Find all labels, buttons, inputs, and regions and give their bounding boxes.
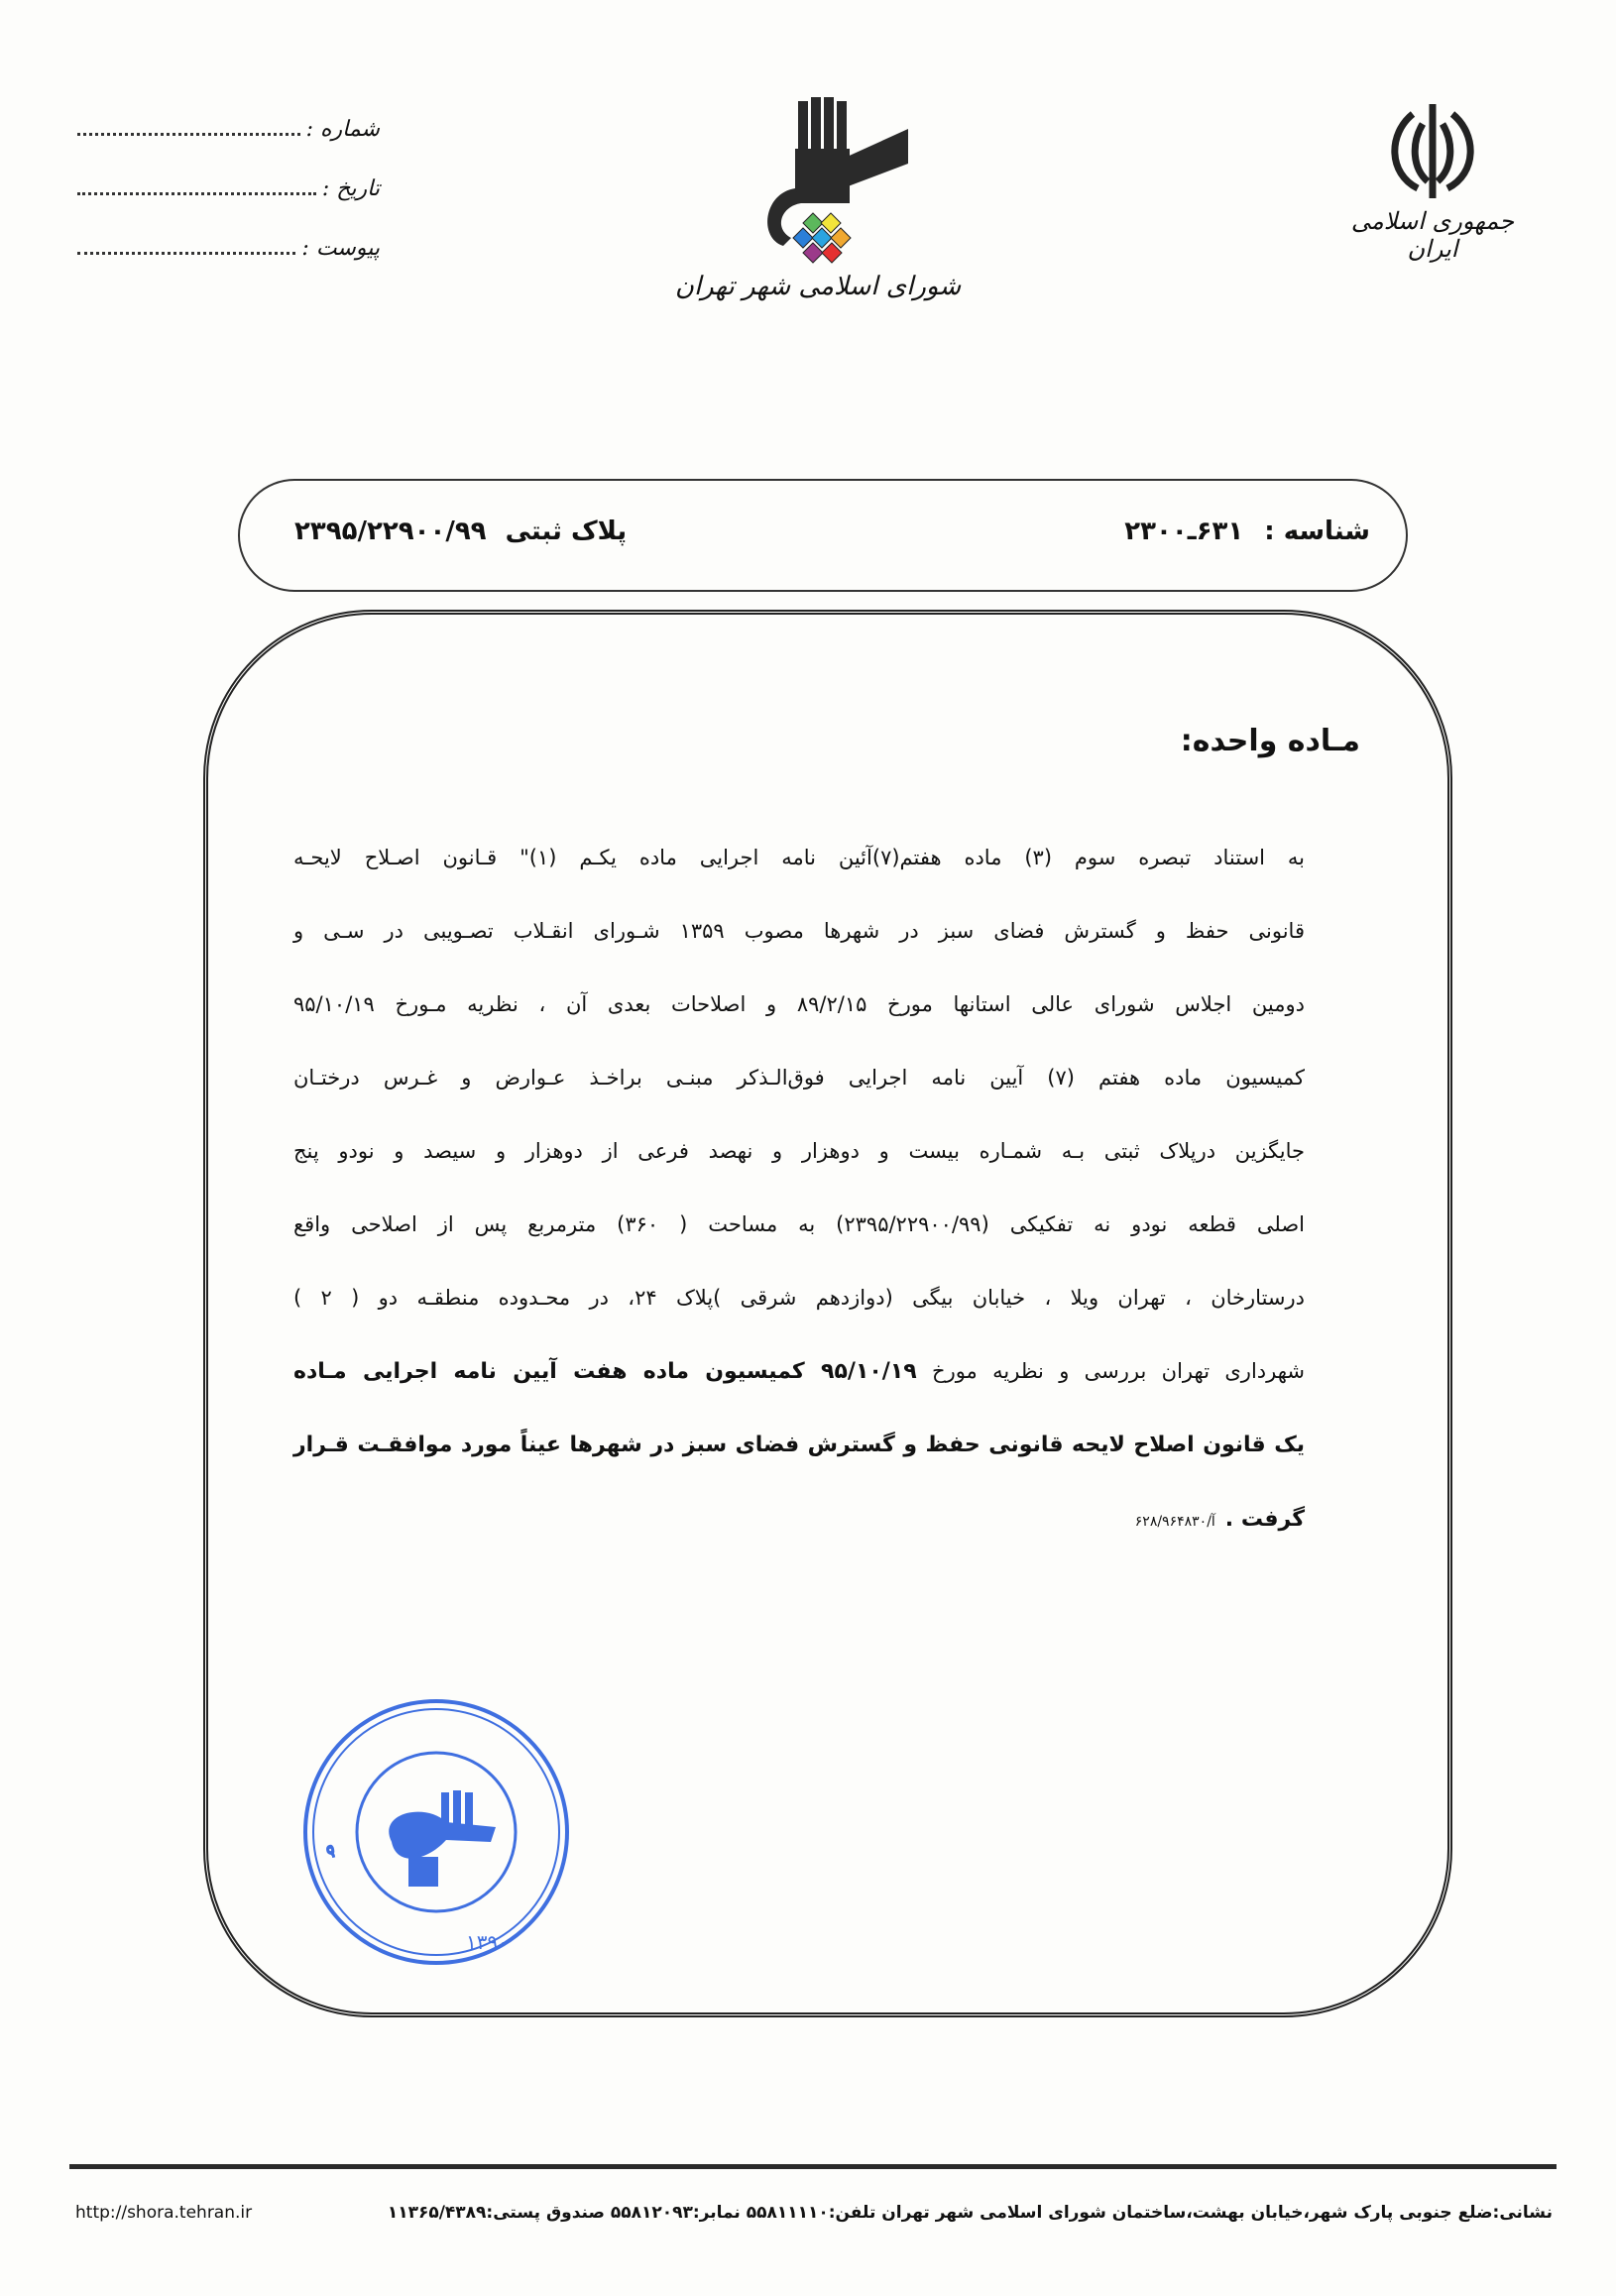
body-line: به استناد تبصره سوم (۳) ماده هفتم(۷)آئین نامه اجرایی ماده یکـم (۱)" قـانون اصـلاح لایحـه [293,846,1306,869]
registration-box [238,479,1408,592]
body-line: قانونی حفظ و گسترش فضای سبز در شهرها مصوب ۱۳۵۹ شـورای انقـلاب تصـویبی در سـی و [293,919,1305,943]
seal-number: ۱۳۹۰ [466,1930,509,1954]
registration-id [1124,517,1370,546]
iran-name: جمهوری اسلامی ایران [1350,207,1515,263]
date-label: تاریخ : [321,176,380,201]
resolution-heading: مـاده واحده: [1180,724,1360,758]
reference-number: آ/۶۲۸/۹۶۴۸۳۰ [1134,1514,1215,1530]
body-line: درستارخان ، تهران ویلا ، خیابان بیگی (دوازدهم شرقی )پلاک ۲۴، در محـدوده منطقـه دو ( ۲ ) [293,1286,1305,1310]
registration-id-label: شناسه : [1264,517,1370,546]
resolution-body [293,841,1305,1578]
registration-plate-value: ۲۳۹۵/۲۲۹۰۰/۹۹ [294,517,487,546]
body-line-normal: شهرداری تهران بررسی و نظریه مورخ [916,1359,1305,1383]
date-field [77,176,380,201]
body-line-bold: ۹۵/۱۰/۱۹ کمیسیون ماده هفت آیین نامه اجرایی مـاده [293,1359,917,1384]
attachment-label: پیوست : [301,236,380,261]
body-line [293,1354,1305,1389]
number-field [77,117,380,142]
footer-divider [69,2164,1557,2169]
registration-plate [294,517,627,546]
body-line: جایگزین درپلاک ثبتی بـه شمـاره بیست و دوهزار و نهصد فرعی از دوهزار و سیصد و نودو پنج [293,1139,1305,1163]
seal-text: م [310,1841,342,1862]
council-logo-icon [674,89,962,268]
iran-emblem-icon [1373,94,1492,203]
body-line: کمیسیون ماده هفتم (۷) آیین نامه اجرایی فوق‌الـذکر مبنـی براخـذ عـوارض و غـرس درختـان [293,1066,1306,1090]
body-line: دومین اجلاس شورای عالی استانها مورخ ۸۹/۲/۱۵ و اصلاحات بعدی آن ، نظریه مـورخ ۹۵/۱۰/۱۹ [293,992,1305,1016]
footer [75,2203,1553,2223]
body-line-bold: گرفت . [1224,1507,1305,1532]
attachment-dotted-line [77,251,295,255]
body-line-bold: یک قانون اصلاح لایحه قانونی حفظ و گسترش فضای سبز در شهرها عیناً مورد موافقـت قـرار [293,1433,1305,1457]
number-dotted-line [77,132,300,136]
registration-plate-label: پلاک ثبتی [505,517,628,546]
council-name: شورای اسلامی شهر تهران [674,272,962,301]
body-line: اصلی قطعه نودو نه تفکیکی (۲۳۹۵/۲۲۹۰۰/۹۹) به مساحت ( ۳۶۰) مترمربع پس از اصلاحی واقع [293,1212,1305,1236]
seal-icon [297,1693,575,1971]
registration-id-value: ۶۳۱ـ۲۳۰۰ [1124,517,1244,546]
footer-website[interactable]: http://shora.tehran.ir [75,2203,253,2223]
footer-address: نشانی:ضلع جنوبی پارک شهر،خیابان بهشت،ساختمان شورای اسلامی شهر تهران تلفن:۵۵۸۱۱۱۱۰ نمابر:۵۵۸۱۲۰۹۳ صندوق پستی:۱۱۳۶۵/۴۳۸۹ [387,2203,1553,2223]
date-dotted-line [77,191,316,195]
body-line [293,1502,1305,1539]
number-label: شماره : [305,117,380,142]
council-seal [297,1693,575,1971]
iran-emblem [1324,94,1542,273]
attachment-field [77,236,380,261]
council-logo [674,89,962,337]
